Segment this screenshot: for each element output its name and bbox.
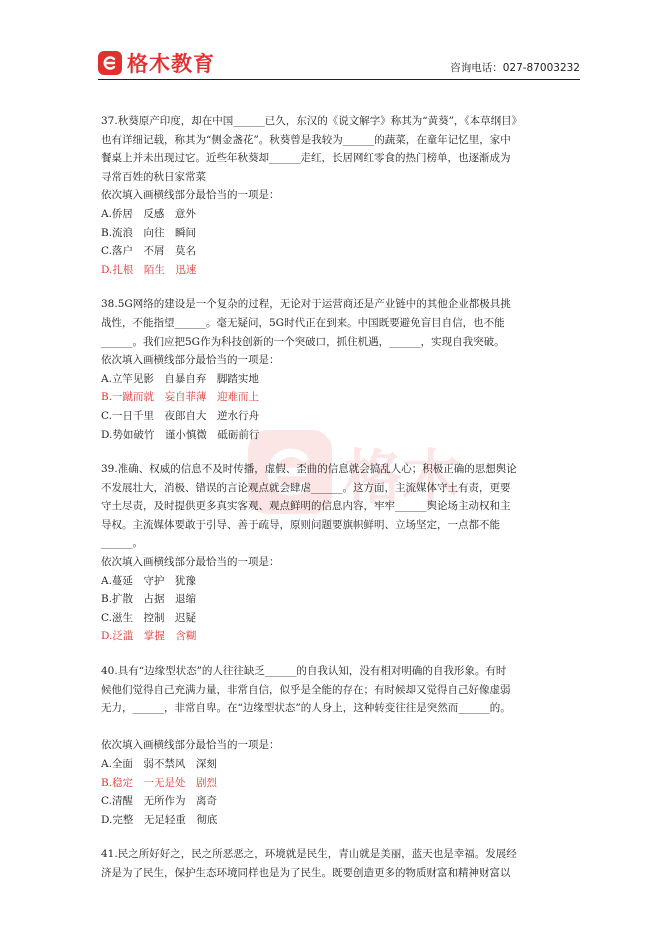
option: A.全面 弱不禁风 深刻 (101, 758, 217, 770)
question-text-line: ______。我们应把5G作为科技创新的一个突破口，抓住机遇，______，实现自我突破。 (101, 335, 505, 348)
question-text-line: 导权。主流媒体要敢于引导、善于疏导，原则问题要旗帜鲜明、立场坚定，一点都不能 (101, 518, 500, 531)
option: C.一日千里 夜郎自大 逆水行舟 (101, 409, 259, 422)
question-text-line: 37.秋葵原产印度，却在中国______已久，东汉的《说文解字》称其为“黄葵”，《本草纲目》 (101, 115, 523, 127)
contact-info (450, 60, 580, 75)
question-block (101, 112, 566, 279)
answer-option: B.稳定 一无是处 剧烈 (101, 776, 218, 789)
option: B.扩散 占据 退缩 (101, 593, 197, 606)
brand-logo (98, 48, 215, 78)
option: C.落户 不屑 莫名 (101, 245, 196, 258)
question-text-line: 依次填入画横线部分最恰当的一项是： (101, 189, 280, 202)
question-text-line: 39.准确、权威的信息不及时传播，虚假、歪曲的信息就会搞乱人心；积极正确的思想舆论 (101, 463, 517, 476)
question-text-line: 40.具有“边缘型状态”的人往往缺乏______的自我认知，没有相对明确的自我形象。有时 (101, 665, 507, 678)
option: A.立竿见影 自暴自弃 脚踏实地 (101, 372, 259, 385)
question-text-line: 寻常百姓的秋日家常菜 (101, 170, 206, 183)
question-text-line: 餐桌上并未出现过它。近些年秋葵却______走红，长居网红零食的热门榜单，也逐渐成为 (101, 152, 511, 165)
option: D.势如破竹 谨小慎微 砥砺前行 (101, 428, 260, 441)
option: A.侨居 反感 意外 (101, 207, 196, 220)
question-text-line: 依次填入画横线部分最恰当的一项是： (101, 556, 280, 569)
option: B.流浪 向往 瞬间 (101, 226, 197, 239)
brand-logo-icon (98, 51, 122, 75)
header-divider (98, 79, 580, 80)
option: A.蔓延 守护 犹豫 (101, 574, 196, 587)
question-text-line: 战性，不能指望______。毫无疑问，5G时代正在到来。中国既要避免盲目自信，也不能 (101, 316, 505, 329)
question-text-line: 不发展壮大，消极、错误的言论观点就会肆虐______。这方面，主流媒体守土有责，更要 (101, 481, 511, 494)
page-header (0, 0, 662, 80)
brand-name: 格木教育 (127, 52, 215, 76)
question-text-line: 依次填入画横线部分最恰当的一项是： (101, 354, 280, 367)
question-text-line: 也有详细记载，称其为“侧金盏花”。秋葵曾是我较为______的蔬菜，在童年记忆里，家中 (101, 133, 511, 146)
question-text-line: 守土尽责，及时提供更多真实客观、观点鲜明的信息内容，牢牢______舆论场主动权和主 (101, 500, 511, 513)
option: D.完整 无足轻重 彻底 (101, 813, 218, 826)
question-text-line: ______。 (101, 537, 143, 550)
answer-option: D.泛滥 掌握 含糊 (101, 630, 197, 643)
answer-option: B.一蹴而就 妄自菲薄 迎难而上 (101, 391, 260, 404)
option: C.清醒 无所作为 离奇 (101, 795, 217, 808)
question-text-line: 济是为了民生，保护生态环境同样也是为了民生。既要创造更多的物质财富和精神财富以 (101, 866, 511, 879)
question-text-line: 依次填入画横线部分最恰当的一项是： (101, 739, 280, 752)
question-text-line: 候他们觉得自己充满力量，非常自信，似乎是全能的存在；有时候却又觉得自己好像虚弱 (101, 683, 511, 696)
question-block (101, 662, 566, 829)
question-text-line: 无力，______，非常自卑。在“边缘型状态”的人身上，这种转变往往是突然而______的。 (101, 702, 511, 715)
question-block (101, 460, 566, 646)
contact-label: 咨询电话： (450, 62, 503, 74)
question-block (101, 295, 566, 444)
blank-line (101, 718, 566, 737)
option: C.滋生 控制 迟疑 (101, 611, 196, 624)
question-text-line: 38.5G网络的建设是一个复杂的过程，无论对于运营商还是产业链中的其他企业都极具挑 (101, 298, 511, 311)
contact-number: 027-87003232 (502, 62, 580, 74)
watermark-text: 格木 (344, 443, 461, 511)
question-text-line: 41.民之所好好之，民之所恶恶之，环境就是民生，青山就是美丽，蓝天也是幸福。发展经 (101, 848, 517, 861)
answer-option: D.扎根 陌生 迅速 (101, 263, 197, 276)
question-block (101, 845, 566, 882)
question-list (101, 112, 566, 899)
